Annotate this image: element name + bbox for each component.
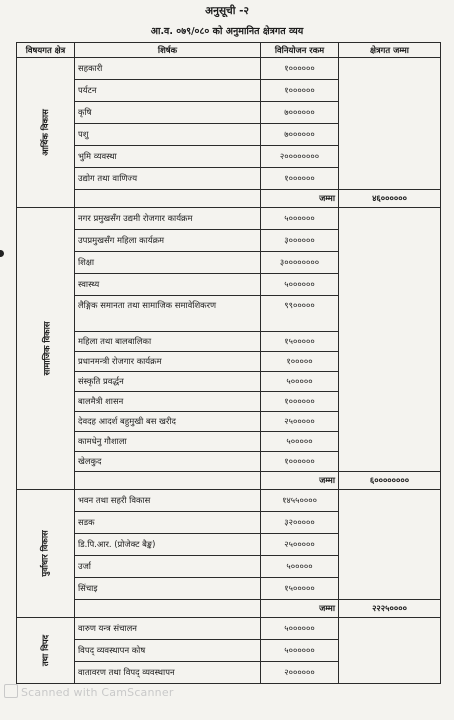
row-amount: ५००००० — [261, 372, 339, 392]
row-amount: ५०००००० — [261, 640, 339, 662]
row-title: महिला तथा बालबालिका — [75, 332, 261, 352]
sector-total-blank — [339, 58, 441, 190]
row-title: कामधेनु गौशाला — [75, 432, 261, 452]
row-amount: ५००००० — [261, 432, 339, 452]
row-amount: ७०००००० — [261, 102, 339, 124]
row-title: पर्यटन — [75, 80, 261, 102]
total-label: जम्मा — [261, 472, 339, 490]
row-title: उर्जा — [75, 556, 261, 578]
table-row — [17, 618, 441, 640]
row-title: सहकारी — [75, 58, 261, 80]
row-amount: २५००००० — [261, 534, 339, 556]
row-title: शिक्षा — [75, 252, 261, 274]
row-title: वारुण यन्त्र संचालन — [75, 618, 261, 640]
row-title: भवन तथा सहरी विकास — [75, 490, 261, 512]
row-amount: ३०००००००० — [261, 252, 339, 274]
row-amount: २५००००० — [261, 412, 339, 432]
table-header-row — [17, 43, 441, 58]
row-amount: ५०००००० — [261, 208, 339, 230]
row-amount: १४५५०००० — [261, 490, 339, 512]
total-amount: ४६०००००० — [339, 190, 441, 208]
row-amount: १०००००० — [261, 80, 339, 102]
row-title: बालमैत्री शासन — [75, 392, 261, 412]
row-title: डि.पि.आर. (प्रोजेक्ट बैङ्क) — [75, 534, 261, 556]
row-amount: ५०००००० — [261, 274, 339, 296]
watermark-text: Scanned with CamScanner — [21, 686, 174, 699]
row-amount: २०००००० — [261, 662, 339, 684]
column-header-sector: विषयगत क्षेत्र — [17, 43, 75, 58]
row-title: प्रधानमन्त्री रोजगार कार्यक्रम — [75, 352, 261, 372]
sector-cell-infrastructure: पुर्वाधार विकास — [17, 490, 75, 618]
row-title: कृषि — [75, 102, 261, 124]
total-title-blank — [75, 600, 261, 618]
scanner-watermark — [4, 684, 174, 699]
row-amount: २०००००००० — [261, 146, 339, 168]
row-title: सिंचाइ — [75, 578, 261, 600]
row-amount: १०००००० — [261, 452, 339, 472]
row-title: देवदह आदर्श बहुमुखी बस खरीद — [75, 412, 261, 432]
column-header-title: शिर्षक — [75, 43, 261, 58]
total-amount: २२२५०००० — [339, 600, 441, 618]
total-label: जम्मा — [261, 600, 339, 618]
row-amount: ३०००००० — [261, 230, 339, 252]
sector-total-blank — [339, 490, 441, 600]
row-amount: १००००० — [261, 352, 339, 372]
sector-total-blank — [339, 208, 441, 472]
sector-cell-economic: आर्थिक विकास — [17, 58, 75, 208]
section-total-row — [17, 472, 441, 490]
total-amount: ६०००००००० — [339, 472, 441, 490]
section-total-row — [17, 600, 441, 618]
section-total-row — [17, 190, 441, 208]
table-row — [17, 490, 441, 512]
row-amount: ९९००००० — [261, 296, 339, 332]
row-amount: ७०००००० — [261, 124, 339, 146]
row-amount: १०००००० — [261, 58, 339, 80]
total-label: जम्मा — [261, 190, 339, 208]
row-title: उपप्रमुखसँग महिला कार्यक्रम — [75, 230, 261, 252]
total-title-blank — [75, 190, 261, 208]
page-title: अनुसूची -२ — [205, 5, 249, 17]
sector-cell-disaster: तथा विपद — [17, 618, 75, 684]
row-title: लैङ्गिक समानता तथा सामाजिक समावेशिकरण — [75, 296, 261, 332]
column-header-sector-total: क्षेत्रगत जम्मा — [339, 43, 441, 58]
page-subtitle: आ.व. ०७९/०८० को अनुमानित क्षेत्रगत व्यय — [150, 26, 304, 37]
budget-table — [16, 42, 441, 684]
camscanner-icon — [4, 684, 18, 698]
sector-total-blank — [339, 618, 441, 684]
row-amount: १५००००० — [261, 332, 339, 352]
row-amount: १५००००० — [261, 578, 339, 600]
row-title: सडक — [75, 512, 261, 534]
row-title: उद्योग तथा वाणिज्य — [75, 168, 261, 190]
table-row — [17, 208, 441, 230]
column-header-amount: विनियोजन रकम — [261, 43, 339, 58]
row-title: संस्कृति प्रवर्द्धन — [75, 372, 261, 392]
row-amount: ५००००० — [261, 556, 339, 578]
row-amount: ५०००००० — [261, 618, 339, 640]
row-title: पशु — [75, 124, 261, 146]
row-title: विपद् व्यवस्थापन कोष — [75, 640, 261, 662]
row-title: नगर प्रमुखसँग उद्यमी रोजगार कार्यक्रम — [75, 208, 261, 230]
row-title: खेलकुद — [75, 452, 261, 472]
row-title: स्वास्थ्य — [75, 274, 261, 296]
row-title: भुमि व्यवस्था — [75, 146, 261, 168]
row-amount: ३२००००० — [261, 512, 339, 534]
row-amount: १०००००० — [261, 168, 339, 190]
row-amount: १०००००० — [261, 392, 339, 412]
row-title: वातावरण तथा विपद् व्यवस्थापन — [75, 662, 261, 684]
punch-hole — [0, 250, 4, 257]
sector-cell-social: सामाजिक विकास — [17, 208, 75, 490]
table-row — [17, 58, 441, 80]
total-title-blank — [75, 472, 261, 490]
